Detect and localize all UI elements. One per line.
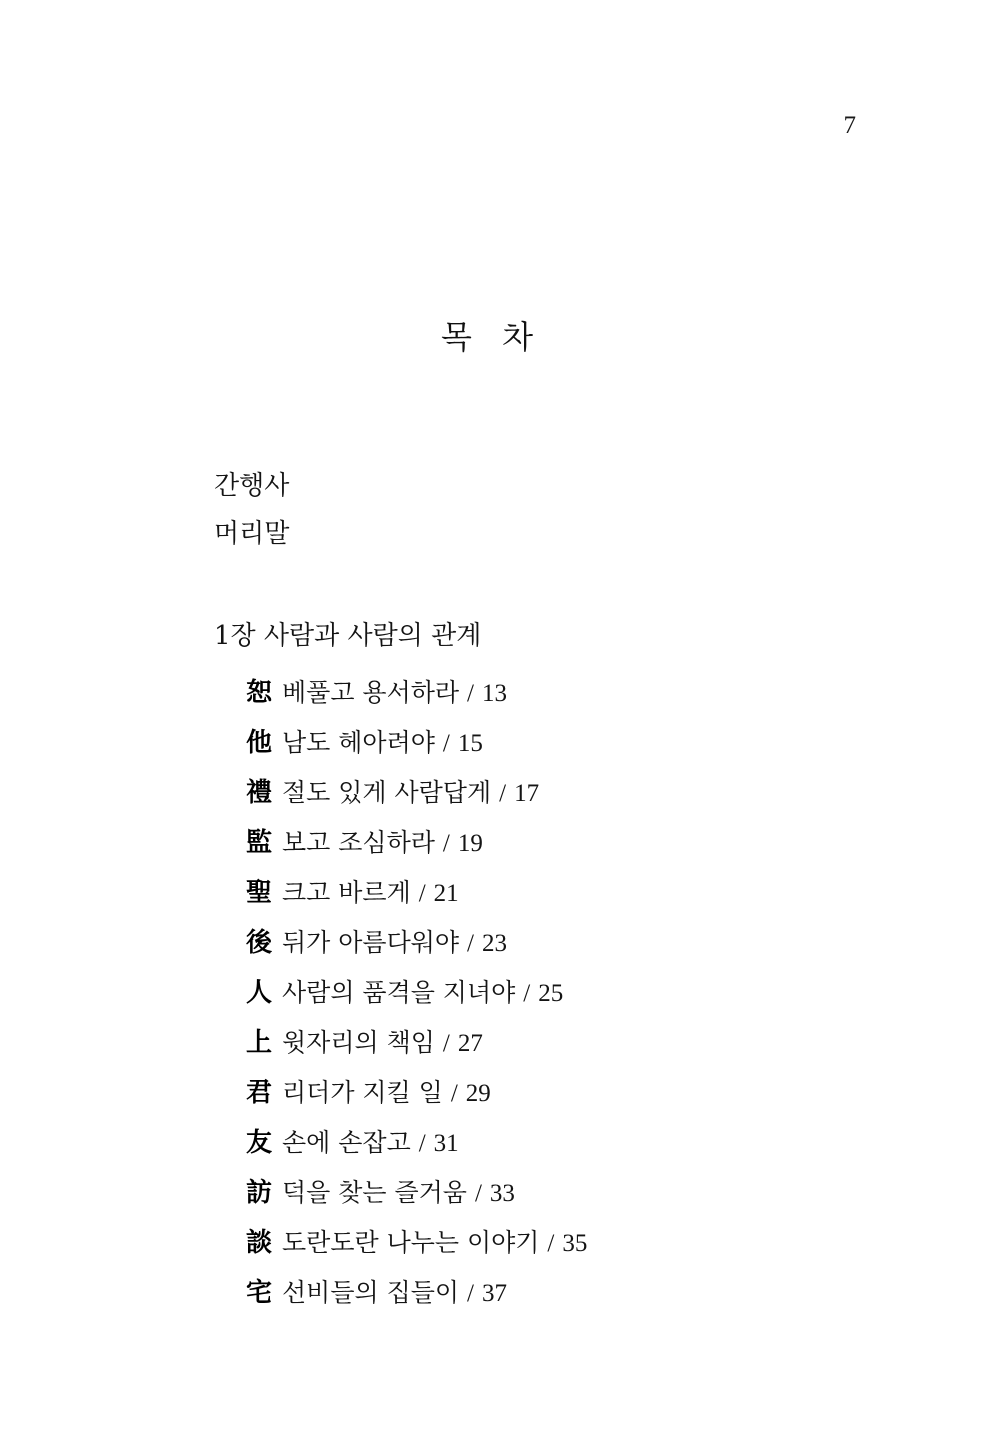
- entry-title: 뒤가 아름다워야: [282, 928, 460, 957]
- chapter-section: [214, 612, 914, 1318]
- entry-separator: /: [450, 1080, 458, 1107]
- entry-separator: /: [474, 1180, 482, 1207]
- entry-hanja: 訪: [246, 1178, 273, 1208]
- entry-title: 남도 헤아려야: [282, 728, 435, 757]
- toc-entry-list: [214, 668, 914, 1318]
- list-item: [214, 918, 914, 968]
- entry-page-number: 31: [433, 1130, 459, 1157]
- entry-page-number: 27: [457, 1030, 483, 1057]
- front-matter-item: 간행사: [214, 471, 290, 501]
- entry-hanja: 君: [246, 1078, 273, 1108]
- list-item: [214, 1218, 914, 1268]
- entry-page-number: 33: [489, 1180, 515, 1207]
- entry-title: 크고 바르게: [282, 878, 411, 907]
- entry-separator: /: [442, 830, 450, 857]
- entry-hanja: 他: [246, 728, 273, 758]
- entry-title: 손에 손잡고: [282, 1128, 411, 1157]
- entry-separator: /: [467, 930, 474, 957]
- entry-separator: /: [467, 1280, 474, 1307]
- page-number: 7: [843, 112, 856, 139]
- entry-separator: /: [467, 680, 474, 707]
- entry-hanja: 聖: [246, 878, 273, 908]
- list-item: [214, 818, 914, 868]
- entry-hanja: 後: [246, 928, 273, 958]
- entry-page-number: 37: [481, 1280, 507, 1307]
- list-item: [214, 1268, 914, 1318]
- list-item: [214, 1118, 914, 1168]
- list-item: [214, 868, 914, 918]
- entry-title: 선비들의 집들이: [282, 1278, 460, 1307]
- entry-page-number: 25: [538, 980, 564, 1007]
- entry-separator: /: [442, 1030, 450, 1057]
- entry-separator: /: [499, 780, 507, 807]
- entry-page-number: 17: [514, 780, 540, 807]
- entry-title: 윗자리의 책임: [282, 1028, 435, 1057]
- entry-title: 사람의 품격을 지녀야: [282, 978, 516, 1007]
- list-item: [214, 968, 914, 1018]
- entry-page-number: 21: [433, 880, 459, 907]
- entry-page-number: 29: [465, 1080, 491, 1107]
- entry-title: 절도 있게 사람답게: [282, 778, 492, 807]
- entry-separator: /: [547, 1230, 555, 1257]
- entry-hanja: 禮: [246, 778, 273, 808]
- entry-separator: /: [418, 880, 426, 907]
- entry-hanja: 上: [246, 1028, 273, 1058]
- entry-hanja: 友: [246, 1128, 273, 1158]
- entry-title: 리더가 지킬 일: [282, 1078, 443, 1107]
- list-item: [214, 768, 914, 818]
- entry-title: 도란도란 나누는 이야기: [282, 1228, 540, 1257]
- entry-title: 보고 조심하라: [282, 828, 435, 857]
- entry-page-number: 35: [562, 1230, 588, 1257]
- entry-separator: /: [418, 1130, 426, 1157]
- entry-page-number: 13: [481, 680, 507, 707]
- list-item: [214, 1068, 914, 1118]
- entry-hanja: 宅: [246, 1278, 273, 1308]
- page-title: 목 차: [441, 318, 543, 356]
- entry-page-number: 19: [457, 830, 483, 857]
- entry-hanja: 恕: [246, 678, 273, 708]
- entry-page-number: 23: [481, 930, 507, 957]
- entry-separator: /: [442, 730, 450, 757]
- entry-title: 베풀고 용서하라: [282, 678, 460, 707]
- entry-hanja: 人: [246, 978, 273, 1008]
- entry-page-number: 15: [457, 730, 483, 757]
- chapter-heading: 1장 사람과 사람의 관계: [214, 621, 482, 651]
- entry-hanja: 監: [246, 828, 273, 858]
- entry-hanja: 談: [246, 1228, 273, 1258]
- entry-separator: /: [523, 980, 531, 1007]
- entry-title: 덕을 찾는 즐거움: [282, 1178, 467, 1207]
- list-item: [214, 1168, 914, 1218]
- list-item: [214, 1018, 914, 1068]
- list-item: [214, 718, 914, 768]
- front-matter-item: 머리말: [214, 519, 290, 549]
- list-item: [214, 668, 914, 718]
- front-matter-list: [214, 462, 289, 558]
